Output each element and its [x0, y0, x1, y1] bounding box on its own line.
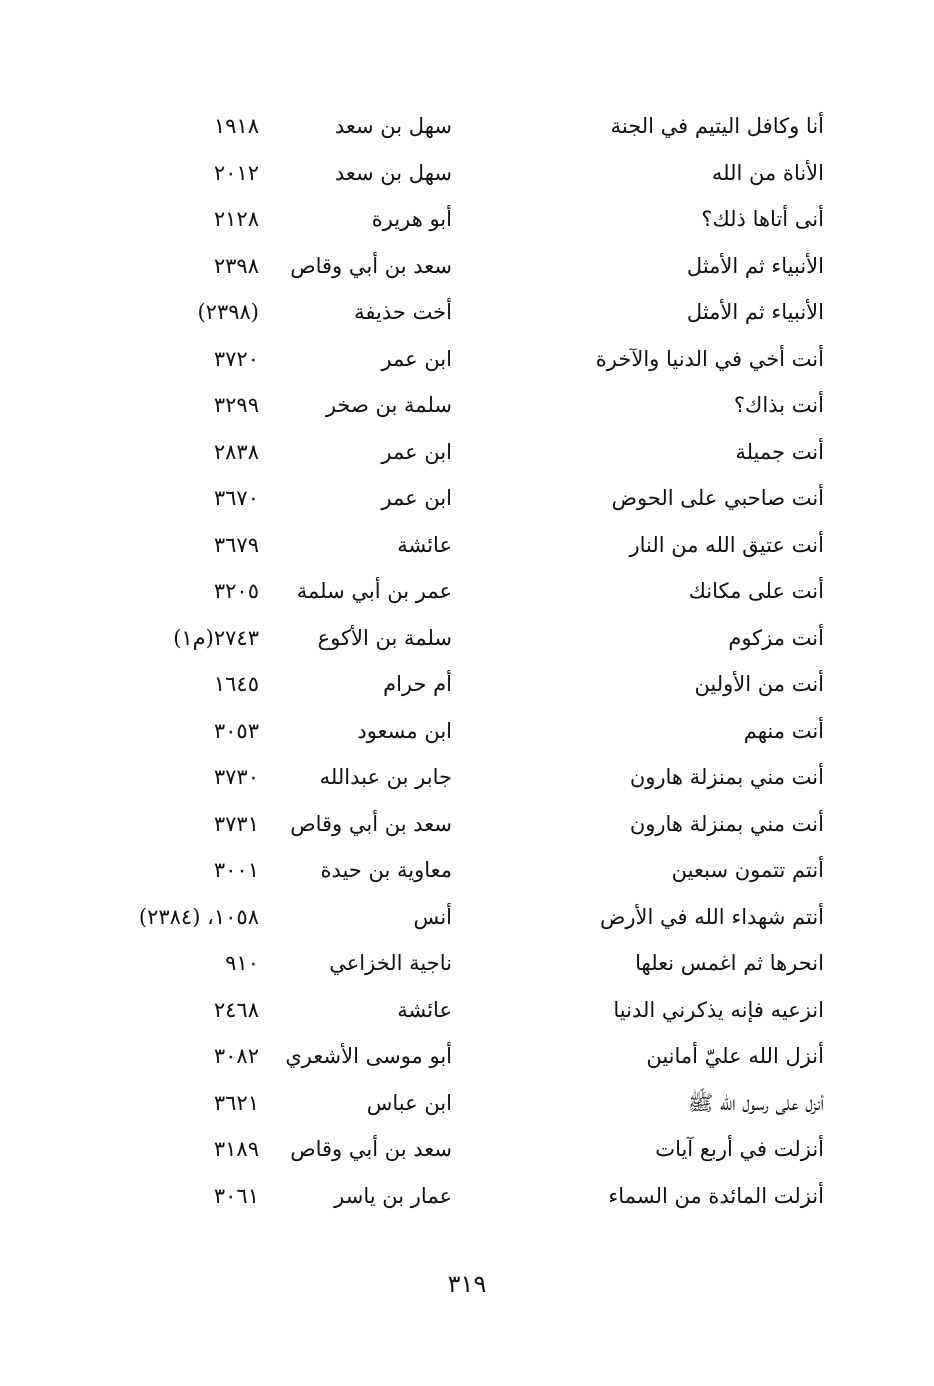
index-row [0, 803, 934, 850]
index-row [0, 570, 934, 617]
hadith-text: أنت صاحبي على الحوض [611, 486, 824, 510]
narrator-name: سلمة بن صخر [325, 393, 452, 417]
hadith-number: ٣٧٢٠ [213, 346, 259, 371]
hadith-text: أنت أخي في الدنيا والآخرة [595, 346, 824, 371]
hadith-number: ٣٧٣١ [213, 811, 259, 836]
index-row [0, 431, 934, 478]
index-row [0, 477, 934, 524]
index-row [0, 710, 934, 757]
hadith-text: انحرها ثم اغمس نعلها [635, 951, 824, 975]
hadith-text: انزعيه فإنه يذكرني الدنيا [613, 997, 824, 1022]
hadith-number: ٢٣٩٨ [213, 253, 259, 278]
narrator-name: ابن عباس [366, 1090, 452, 1115]
hadith-number: ٣٦٧٠ [213, 486, 259, 510]
hadith-number: ١٠٥٨، (٢٣٨٤) [138, 904, 259, 929]
index-row [0, 1128, 934, 1175]
hadith-text: أنت بذاك؟ [733, 393, 824, 417]
hadith-number: ٣٠٦١ [213, 1183, 259, 1208]
index-row [0, 849, 934, 896]
index-row [0, 1175, 934, 1222]
hadith-number: ٣٦٧٩ [213, 532, 259, 557]
hadith-number: ٣٠٨٢ [213, 1044, 259, 1068]
index-row [0, 245, 934, 292]
hadith-number: ٣٢٩٩ [213, 393, 259, 417]
hadith-text: أنتم تتمون سبعين [671, 858, 824, 882]
hadith-text: أنا وكافل اليتيم في الجنة [610, 114, 824, 138]
hadith-text: أنزل على رسول الله ﷺ [687, 1090, 824, 1115]
hadith-number: ٣٧٣٠ [213, 765, 259, 789]
narrator-name: سهل بن سعد [334, 160, 452, 185]
hadith-text: أنزلت في أربع آيات [655, 1137, 824, 1161]
hadith-number: ١٦٤٥ [213, 672, 259, 696]
hadith-number: ٢٧٤٣(م١) [173, 625, 259, 650]
hadith-number: ٢٤٦٨ [213, 997, 259, 1022]
hadith-index-list [0, 105, 934, 1221]
index-row [0, 756, 934, 803]
narrator-name: سهل بن سعد [334, 114, 452, 138]
hadith-text: أنت منهم [743, 718, 824, 743]
index-row [0, 152, 934, 199]
index-row [0, 291, 934, 338]
index-row [0, 896, 934, 943]
index-row [0, 942, 934, 989]
index-row [0, 1035, 934, 1082]
hadith-text: الأنبياء ثم الأمثل [686, 253, 824, 278]
hadith-number: ٣٦٢١ [213, 1090, 259, 1115]
narrator-name: ناجية الخزاعي [329, 951, 452, 975]
hadith-number: ٣٢٠٥ [213, 579, 259, 603]
hadith-text: الأناة من الله [711, 160, 824, 185]
narrator-name: أم حرام [383, 672, 452, 696]
narrator-name: ابن عمر [381, 346, 452, 371]
narrator-name: عمر بن أبي سلمة [296, 579, 452, 603]
narrator-name: ابن عمر [381, 486, 452, 510]
hadith-text: الأنبياء ثم الأمثل [686, 300, 824, 324]
narrator-name: عائشة [397, 997, 452, 1022]
hadith-number: ٢١٢٨ [213, 207, 259, 231]
hadith-number: ٩١٠ [225, 951, 259, 975]
hadith-number: ٣٠٥٣ [213, 718, 259, 743]
hadith-text: أنت مني بمنزلة هارون [629, 811, 824, 836]
index-row [0, 1082, 934, 1129]
narrator-name: أنس [413, 904, 452, 929]
index-row [0, 663, 934, 710]
hadith-text: أنى أتاها ذلك؟ [701, 207, 824, 231]
narrator-name: عائشة [397, 532, 452, 557]
hadith-number: ٣٠٠١ [213, 858, 259, 882]
hadith-number: ١٩١٨ [213, 114, 259, 138]
narrator-name: سلمة بن الأكوع [317, 625, 452, 650]
hadith-text: أنت مزكوم [728, 625, 824, 650]
hadith-text: أنت مني بمنزلة هارون [629, 765, 824, 789]
narrator-name: سعد بن أبي وقاص [290, 811, 452, 836]
narrator-name: ابن عمر [381, 439, 452, 464]
hadith-number: ٢٠١٢ [213, 160, 259, 185]
hadith-text: أنتم شهداء الله في الأرض [599, 904, 824, 929]
narrator-name: أبو موسى الأشعري [285, 1044, 452, 1068]
index-row [0, 617, 934, 664]
hadith-text: أنزل الله عليّ أمانين [646, 1044, 824, 1068]
hadith-number: ٣١٨٩ [213, 1137, 259, 1161]
index-row [0, 105, 934, 152]
narrator-name: سعد بن أبي وقاص [290, 253, 452, 278]
narrator-name: سعد بن أبي وقاص [290, 1137, 452, 1161]
narrator-name: معاوية بن حيدة [320, 858, 452, 882]
narrator-name: ابن مسعود [357, 718, 452, 743]
hadith-text: أنت من الأولين [694, 672, 824, 696]
hadith-text: أنت على مكانك [688, 579, 824, 603]
narrator-name: عمار بن ياسر [334, 1183, 452, 1208]
hadith-number: (٢٣٩٨) [197, 300, 259, 324]
hadith-text: أنت جميلة [735, 439, 824, 464]
narrator-name: جابر بن عبدالله [319, 765, 452, 789]
index-row [0, 338, 934, 385]
hadith-number: ٢٨٣٨ [213, 439, 259, 464]
index-row [0, 989, 934, 1036]
narrator-name: أبو هريرة [371, 207, 452, 231]
hadith-text: أنزلت المائدة من السماء [608, 1183, 824, 1208]
index-row [0, 384, 934, 431]
page-number: ٣١٩ [447, 1270, 487, 1298]
narrator-name: أخت حذيفة [354, 300, 452, 324]
index-row [0, 524, 934, 571]
index-row [0, 198, 934, 245]
hadith-text: أنت عتيق الله من النار [629, 532, 824, 557]
